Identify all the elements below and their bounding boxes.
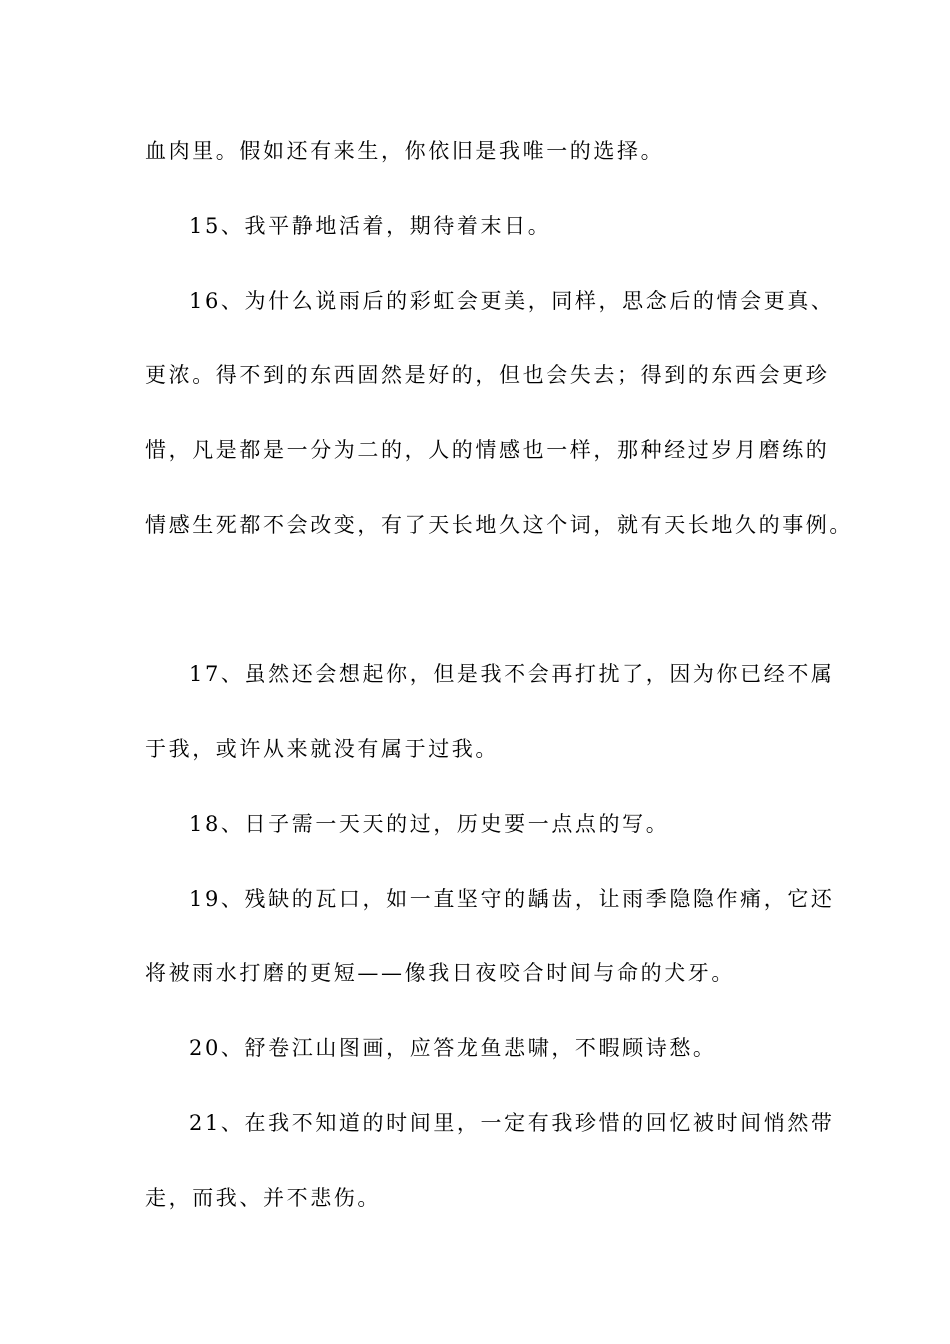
text-line: 将被雨水打磨的更短——像我日夜咬合时间与命的犬牙。 (145, 961, 735, 985)
text-line: 血肉里。假如还有来生，你依旧是我唯一的选择。 (145, 139, 665, 163)
text-line: 21、在我不知道的时间里，一定有我珍惜的回忆被时间悄然带 (189, 1111, 835, 1135)
text-line: 更浓。得不到的东西固然是好的，但也会失去；得到的东西会更珍 (145, 363, 830, 387)
text-line: 15、我平静地活着，期待着末日。 (189, 214, 552, 238)
text-line: 18、日子需一天天的过，历史要一点点的写。 (189, 812, 670, 836)
text-line: 走，而我、并不悲伤。 (145, 1186, 381, 1210)
text-line: 惜，凡是都是一分为二的，人的情感也一样，那种经过岁月磨练的 (145, 438, 830, 462)
text-line: 20、舒卷江山图画，应答龙鱼悲啸，不暇顾诗愁。 (189, 1036, 717, 1060)
text-line: 17、虽然还会想起你，但是我不会再打扰了，因为你已经不属 (189, 662, 835, 686)
text-line: 19、残缺的瓦口，如一直坚守的龋齿，让雨季隐隐作痛，它还 (189, 887, 835, 911)
text-line: 16、为什么说雨后的彩虹会更美，同样，思念后的情会更真、 (189, 289, 835, 313)
text-line: 于我，或许从来就没有属于过我。 (145, 737, 499, 761)
text-line: 情感生死都不会改变，有了天长地久这个词，就有天长地久的事例。 (145, 513, 853, 537)
